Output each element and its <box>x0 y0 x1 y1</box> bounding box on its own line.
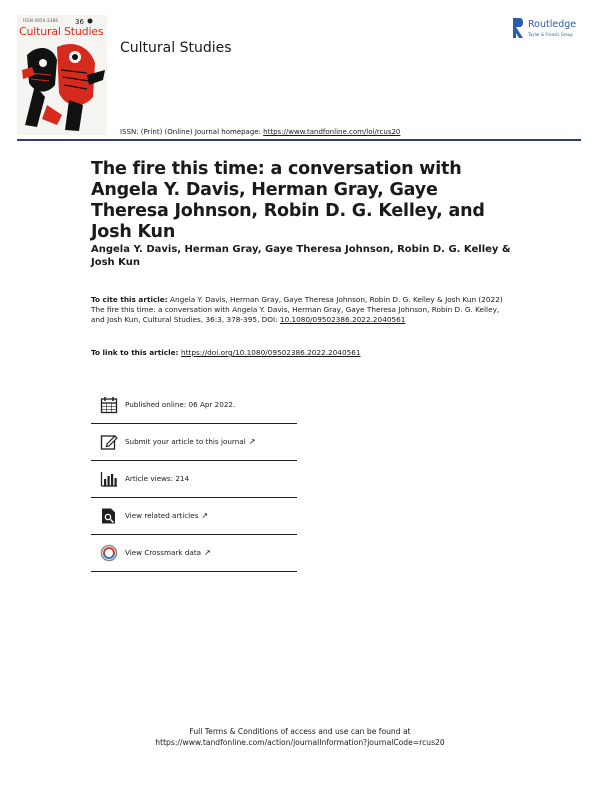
submit-article-row[interactable] <box>91 424 297 461</box>
published-online-label: Published online: 06 Apr 2022. <box>125 400 236 409</box>
publisher-tagline: Taylor & Francis Group <box>528 32 573 37</box>
article-authors: Angela Y. Davis, Herman Gray, Gaye Theresa Johnson, Robin D. G. Kelley & Josh Kun <box>91 244 511 268</box>
published-online-row <box>91 387 297 424</box>
footer-terms <box>0 727 600 748</box>
publisher-name: Routledge <box>528 19 577 30</box>
cover-issn: ISSN 0950-2386 <box>23 18 59 23</box>
submit-article-link[interactable]: Submit your article to this journal ↗ <box>125 437 256 446</box>
article-doi-link[interactable]: https://doi.org/10.1080/09502386.2022.2040561 <box>181 348 361 357</box>
crossmark-link[interactable]: View Crossmark data ↗ <box>125 548 211 557</box>
submit-pencil-icon <box>100 433 118 451</box>
related-articles-row[interactable] <box>91 498 297 535</box>
external-link-icon: ↗ <box>204 548 211 557</box>
cover-volume: 36 <box>75 18 84 26</box>
article-link-line <box>91 348 511 357</box>
related-articles-icon <box>100 507 118 525</box>
journal-homepage-link[interactable]: https://www.tandfonline.com/loi/rcus20 <box>263 128 401 136</box>
routledge-logo[interactable] <box>512 17 592 43</box>
footer-terms-text: Full Terms & Conditions of access and use can be found at <box>189 727 411 736</box>
crossmark-row[interactable] <box>91 535 297 572</box>
citation-label: To cite this article: <box>91 295 168 304</box>
issn-text: ISSN: (Print) (Online) Journal homepage: <box>120 128 264 136</box>
link-label: To link to this article: <box>91 348 182 357</box>
crossmark-icon <box>100 544 118 562</box>
citation-doi-link[interactable]: 10.1080/09502386.2022.2040561 <box>279 315 406 324</box>
routledge-mark-icon <box>512 17 525 39</box>
article-title: The fire this time: a conversation with Angela Y. Davis, Herman Gray, Gaye Theresa Johnson, Robin D. G. Kelley, and Josh Kun <box>91 159 485 242</box>
header-divider <box>17 139 581 141</box>
citation-block <box>91 295 511 325</box>
article-views-label: Article views: 214 <box>125 474 190 483</box>
journal-name: Cultural Studies <box>120 40 232 56</box>
footer-terms-link[interactable]: https://www.tandfonline.com/action/journalInformation?journalCode=rcus20 <box>155 737 445 747</box>
external-link-icon: ↗ <box>248 437 256 446</box>
cover-artwork <box>17 15 107 135</box>
citation-text: Angela Y. Davis, Herman Gray, Gaye Theresa Johnson, Robin D. G. Kelley & Josh Kun (2022) The fire this time: a conversation with Angela Y. Davis, Herman Gray, Gaye Theresa Johnson, Robin D. G. Kelley, and Josh Kun, Cultural Studies, 36:3, 378-395, DOI: <box>91 295 503 324</box>
issn-line <box>120 128 400 136</box>
article-info-list <box>91 387 297 572</box>
cover-title: Cultural Studies <box>19 25 104 38</box>
external-link-icon: ↗ <box>201 511 209 520</box>
bar-chart-icon <box>100 470 118 488</box>
calendar-icon <box>100 396 118 414</box>
related-articles-link[interactable]: View related articles ↗ <box>125 511 209 520</box>
journal-cover-image[interactable] <box>17 15 107 135</box>
article-views-row <box>91 461 297 498</box>
